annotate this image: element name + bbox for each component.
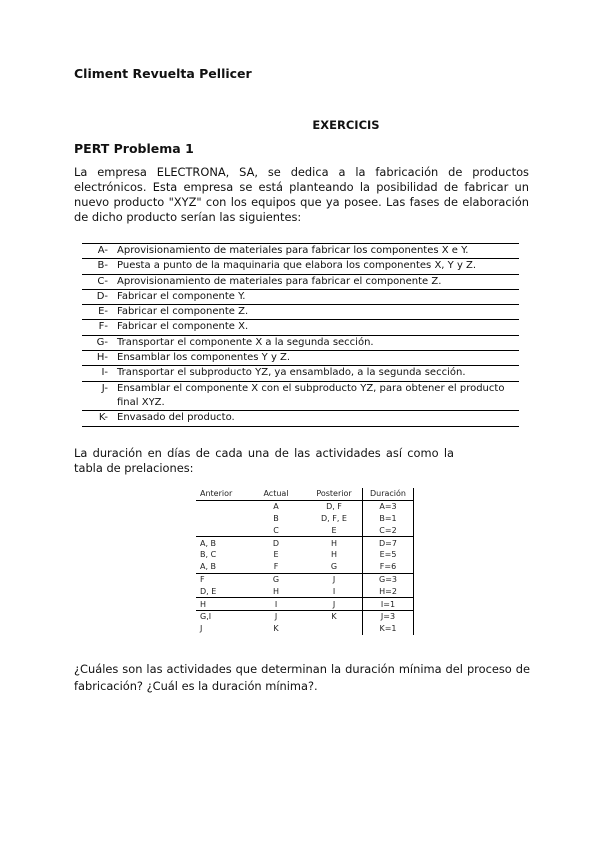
phase-description: Aprovisionamiento de materiales para fabricar el componente Z. <box>117 275 442 287</box>
phase-code: G- <box>96 336 108 348</box>
phases-list <box>82 243 519 427</box>
table-row <box>196 573 414 585</box>
intro-paragraph: La empresa ELECTRONA, SA, se dedica a la fabricación de productos electrónicos. Esta empresa se está planteando la posibilidad de fabricar un nuevo producto "XYZ" con los equipos que ya posee. Las fases de elaboración de dicho producto serían las siguientes: <box>74 165 529 224</box>
table-cell <box>196 500 246 512</box>
table-row <box>196 598 414 611</box>
phase-description: Transportar el subproducto YZ, ya ensamblado, a la segunda sección. <box>117 367 466 379</box>
phase-item <box>82 411 519 426</box>
phase-description: Aprovisionamiento de materiales para fabricar los componentes X e Y. <box>117 245 469 256</box>
table-cell: H <box>246 585 306 597</box>
phase-description: Fabricar el componente X. <box>117 321 249 333</box>
phase-code: D- <box>96 290 108 302</box>
table-cell: B=1 <box>363 513 414 525</box>
duration-paragraph: La duración en días de cada una de las actividades así como la tabla de prelaciones: <box>74 446 454 475</box>
phase-code: F- <box>98 321 108 333</box>
table-cell: I=1 <box>363 598 414 611</box>
precedence-table <box>196 488 414 635</box>
table-cell: K <box>331 612 337 622</box>
phase-item <box>82 351 519 366</box>
table-row <box>196 524 414 536</box>
table-cell: J <box>274 612 278 622</box>
phase-code: E- <box>98 306 108 318</box>
phase-description: Ensamblar el componente X con el subproducto YZ, para obtener el producto final XYZ. <box>117 382 505 408</box>
phase-item <box>82 320 519 335</box>
phase-code: I- <box>101 367 108 379</box>
table-cell: B <box>273 513 279 523</box>
phase-item <box>82 305 519 320</box>
table-cell: D, F, E <box>321 513 347 523</box>
table-cell: J <box>200 624 203 634</box>
phase-item <box>82 244 519 259</box>
phase-description: Ensamblar los componentes Y y Z. <box>117 352 291 364</box>
phase-description: Fabricar el componente Y. <box>117 290 246 302</box>
phase-item <box>82 382 519 412</box>
phase-item <box>82 275 519 290</box>
phase-item <box>82 259 519 274</box>
table-row <box>196 549 414 561</box>
phase-description: Puesta a punto de la maquinaria que elabora los componentes X, Y y Z. <box>117 260 477 272</box>
table-cell: E <box>273 550 279 560</box>
table-row <box>196 623 414 635</box>
table-cell: A=3 <box>363 500 414 512</box>
table-cell: D <box>272 538 280 548</box>
table-row <box>196 585 414 597</box>
phase-code: H- <box>96 352 108 364</box>
table-cell: I <box>306 585 363 597</box>
table-cell: H <box>330 550 337 560</box>
table-cell: B, C <box>200 550 217 560</box>
table-cell: K <box>273 624 279 634</box>
table-cell: F <box>200 574 205 584</box>
table-row <box>196 610 414 622</box>
table-cell <box>196 524 246 536</box>
table-cell <box>306 623 363 635</box>
table-cell: D, F <box>326 502 342 512</box>
table-cell: F=6 <box>363 561 414 573</box>
header-anterior: Anterior <box>196 488 246 500</box>
table-cell: C=2 <box>363 524 414 536</box>
header-posterior: Posterior <box>306 488 363 500</box>
table-cell: A, B <box>196 561 246 573</box>
table-row <box>196 561 414 573</box>
table-cell: C <box>246 524 306 536</box>
phase-code: A- <box>97 245 108 256</box>
table-cell: J <box>306 598 363 611</box>
table-cell: G <box>306 561 363 573</box>
problem-title: PERT Problema 1 <box>74 141 194 156</box>
phase-description: Transportar el componente X a la segunda sección. <box>117 336 374 348</box>
table-cell <box>196 513 246 525</box>
phase-code: J- <box>101 382 108 394</box>
table-row <box>196 537 414 549</box>
phase-item <box>82 366 519 381</box>
phase-item <box>82 290 519 305</box>
table-row <box>196 500 414 512</box>
phase-code: K- <box>98 412 108 424</box>
table-cell: D=7 <box>363 537 414 549</box>
phase-code: C- <box>97 275 108 287</box>
table-row <box>196 513 414 525</box>
header-duracion: Duración <box>363 488 414 500</box>
table-cell: J=3 <box>363 610 414 622</box>
table-cell: A <box>273 502 279 512</box>
table-cell: H <box>196 598 246 611</box>
phase-description: Fabricar el componente Z. <box>117 306 249 318</box>
table-cell: E=5 <box>363 549 414 561</box>
section-heading: EXERCICIS <box>312 118 380 132</box>
table-cell: G,I <box>200 612 212 622</box>
table-cell: F <box>246 561 306 573</box>
table-cell: K=1 <box>363 623 414 635</box>
table-cell: I <box>246 598 306 611</box>
table-cell: E <box>306 524 363 536</box>
table-cell: G <box>272 574 280 584</box>
table-cell: H=2 <box>363 585 414 597</box>
table-cell: D, E <box>196 585 246 597</box>
phase-item <box>82 336 519 351</box>
table-cell: J <box>332 574 336 584</box>
phase-code: B- <box>97 260 108 272</box>
phase-description: Envasado del producto. <box>117 412 235 424</box>
table-header-row <box>196 488 414 500</box>
table-cell: A, B <box>200 538 217 548</box>
question-paragraph: ¿Cuáles son las actividades que determinan la duración mínima del proceso de fabricación? ¿Cuál es la duración mínima?. <box>74 662 530 693</box>
table-cell: G=3 <box>363 573 414 585</box>
table-cell: H <box>330 538 337 548</box>
author-name: Climent Revuelta Pellicer <box>74 66 252 81</box>
header-actual: Actual <box>246 488 306 500</box>
